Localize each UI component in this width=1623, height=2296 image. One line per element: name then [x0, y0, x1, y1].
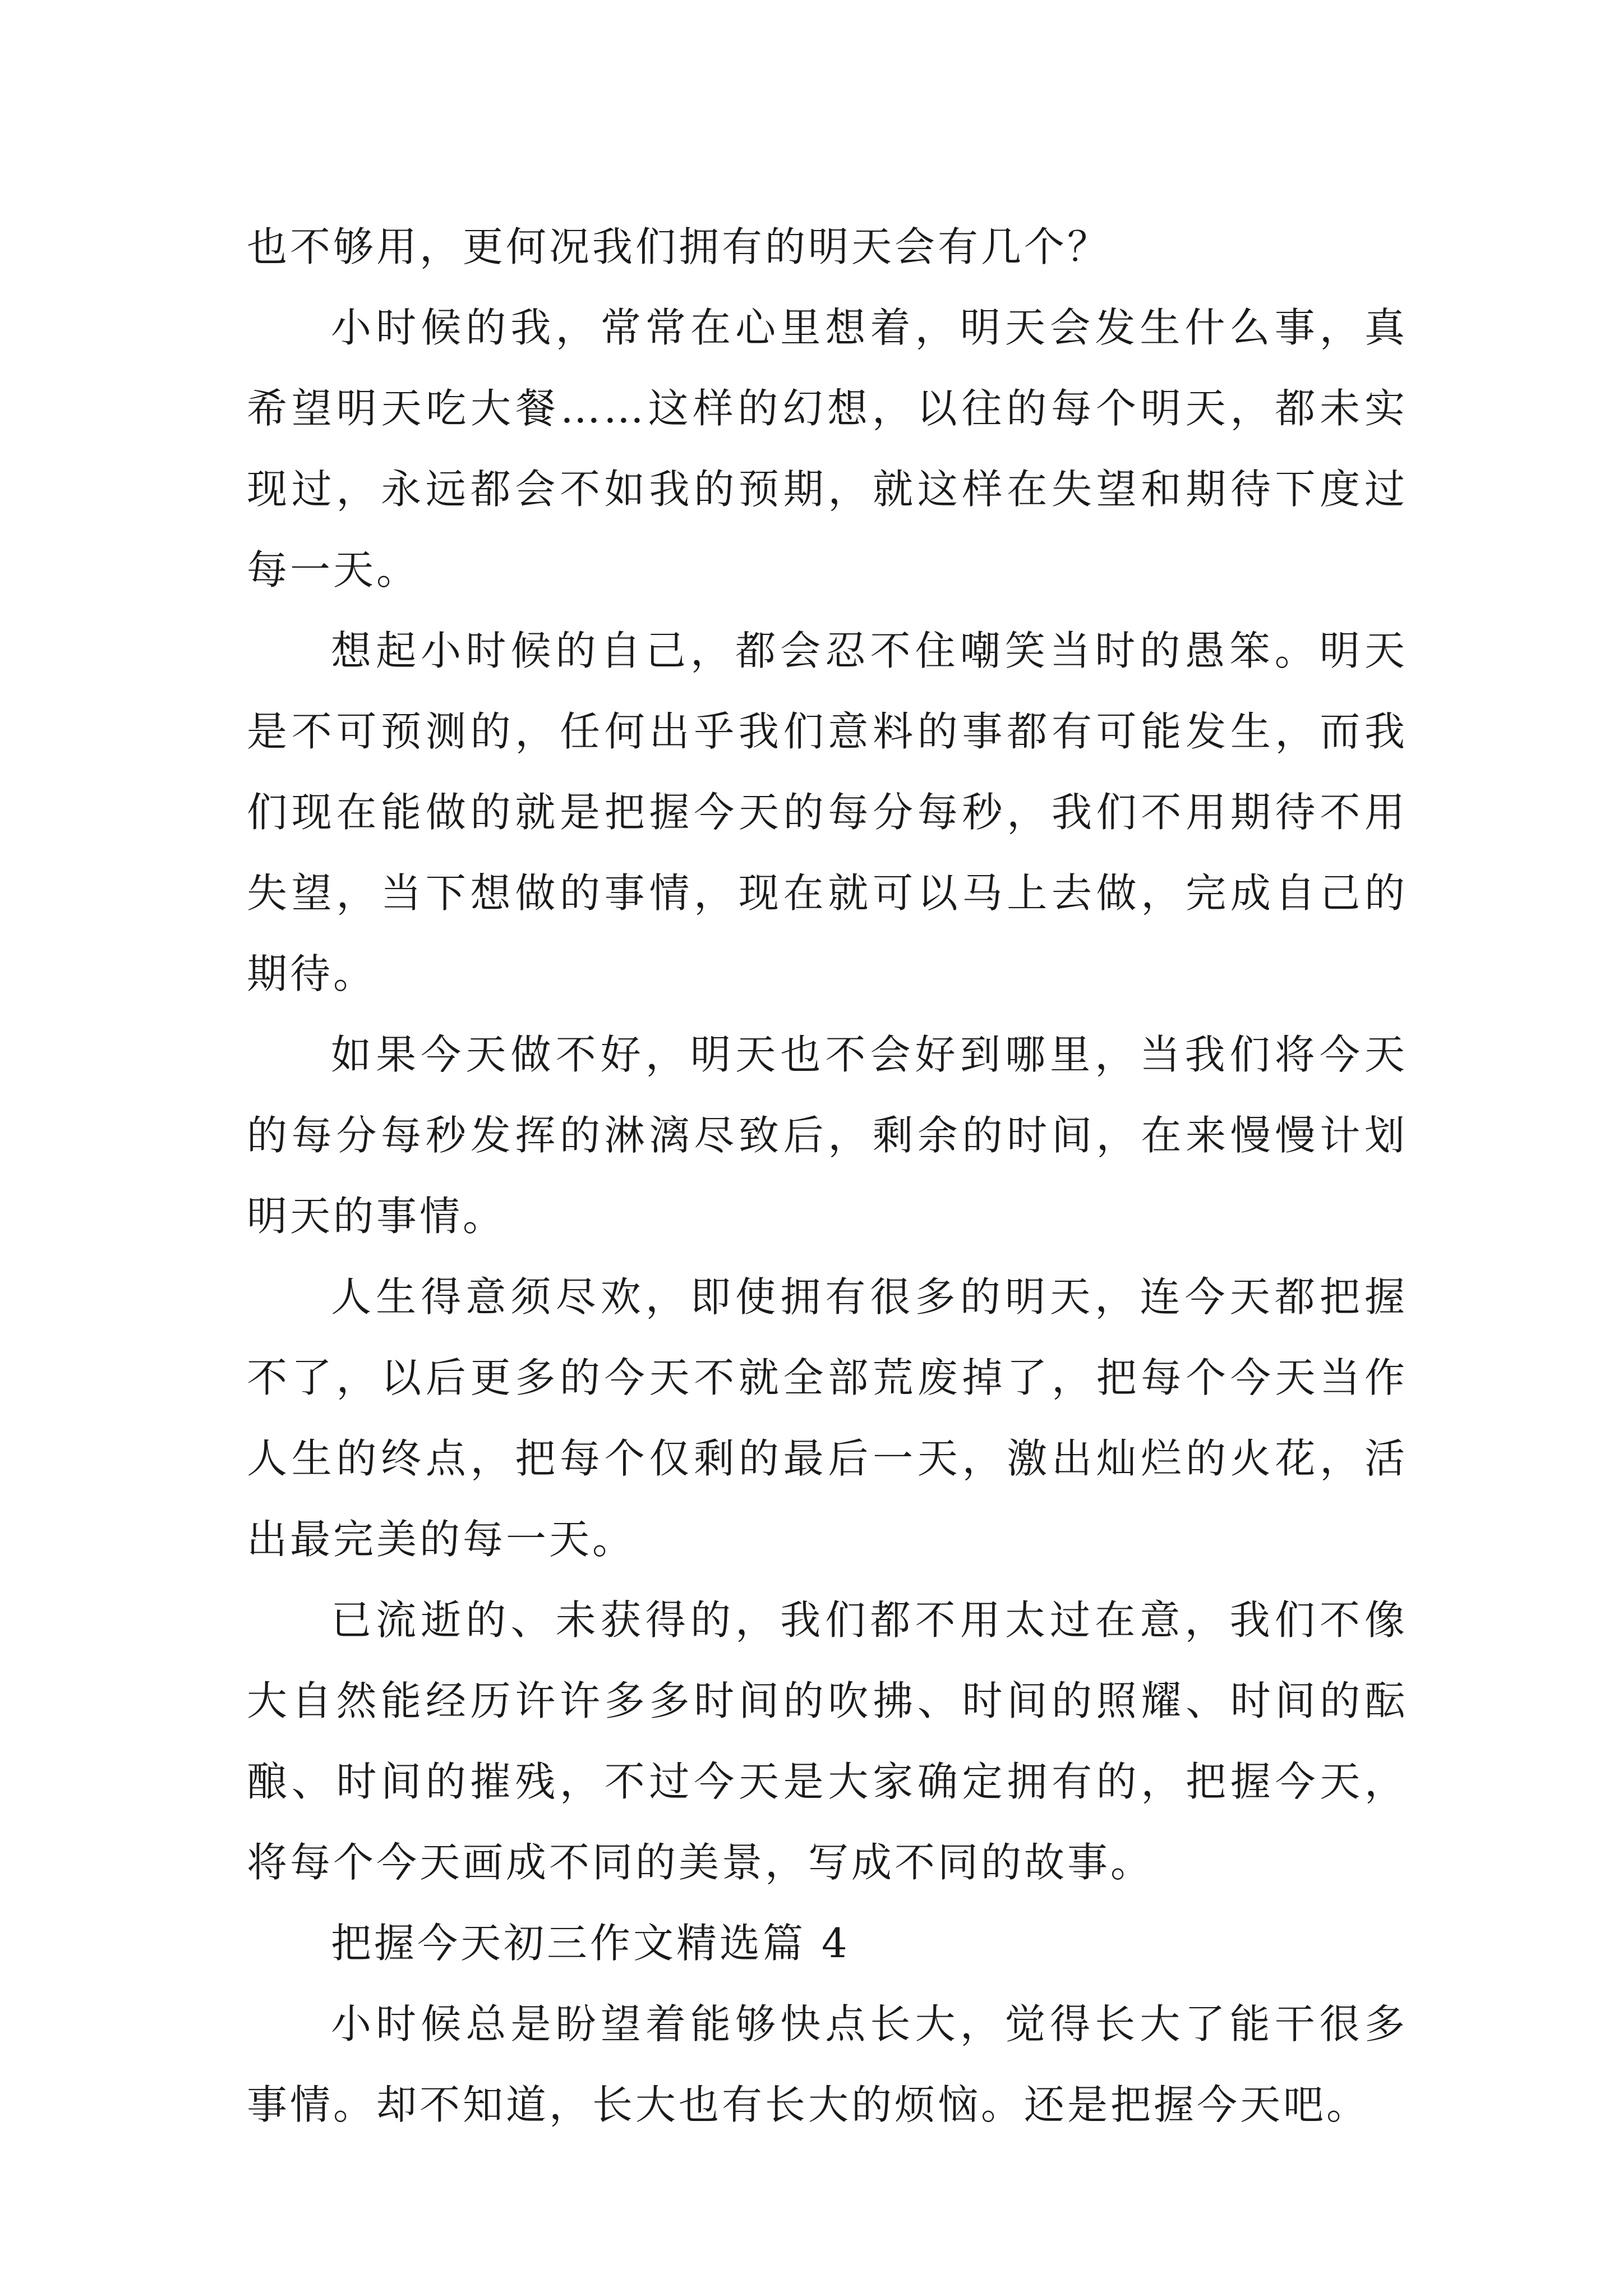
- document-body: [247, 206, 1408, 2145]
- paragraph: 想起小时候的自己，都会忍不住嘲笑当时的愚笨。明天是不可预测的，任何出乎我们意料的事都有可能发生，而我们现在能做的就是把握今天的每分每秒，我们不用期待不用失望，当下想做的事情，现在就可以马上去做，完成自己的期待。: [247, 627, 1408, 997]
- paragraph: 小时候总是盼望着能够快点长大，觉得长大了能干很多事情。却不知道，长大也有长大的烦恼。还是把握今天吧。: [247, 2000, 1408, 2128]
- section-heading: 把握今天初三作文精选篇 4: [331, 1920, 850, 1967]
- paragraph: 如果今天做不好，明天也不会好到哪里，当我们将今天的每分每秒发挥的淋漓尽致后，剩余的时间，在来慢慢计划明天的事情。: [247, 1031, 1408, 1240]
- paragraph: 已流逝的、未获得的，我们都不用太过在意，我们不像大自然能经历许许多多时间的吹拂、时间的照耀、时间的酝酿、时间的摧残，不过今天是大家确定拥有的，把握今天，将每个今天画成不同的美景，写成不同的故事。: [247, 1596, 1408, 1886]
- paragraph: 小时候的我，常常在心里想着，明天会发生什么事，真希望明天吃大餐……这样的幻想，以往的每个明天，都未实现过，永远都会不如我的预期，就这样在失望和期待下度过每一天。: [247, 304, 1408, 593]
- paragraph-continuation: 也不够用，更何况我们拥有的明天会有几个？: [247, 223, 1111, 270]
- paragraph: 人生得意须尽欢，即使拥有很多的明天，连今天都把握不了，以后更多的今天不就全部荒废掉了，把每个今天当作人生的终点，把每个仅剩的最后一天，激出灿烂的火花，活出最完美的每一天。: [247, 1273, 1408, 1563]
